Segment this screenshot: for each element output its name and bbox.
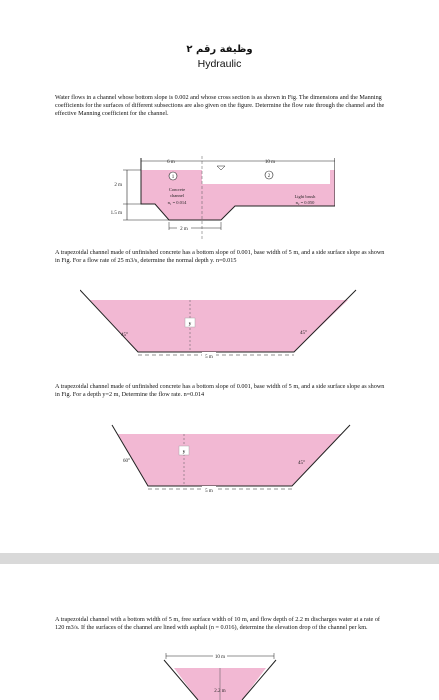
label-channel: channel	[170, 193, 184, 198]
assignment-title-arabic: وظيفة رقم ٢	[186, 44, 253, 55]
top-width-label: 10 m	[214, 655, 226, 660]
problem-3-text: A trapezoidal channel made of unfinished concrete has a bottom slope of 0.001, base width of 5 m, and a side surface slope as shown in Fig. For a depth y=2 m, Determine the flow rate. n=0.014	[55, 383, 385, 399]
dim-6m: 6 m	[167, 160, 175, 165]
depth-label: 2.2 m	[214, 689, 226, 694]
problem-2-text: A trapezoidal channel made of unfinished concrete has a bottom slope of 0.001, base width of 5 m, and a side surface slope as shown in Fig. For a flow rate of 25 m3/s, determine the normal depth y. n=0.015	[55, 249, 385, 265]
svg-text:2: 2	[267, 174, 271, 179]
base-width-label: 5 m	[205, 355, 213, 360]
depth-label: y	[188, 322, 192, 327]
dim-10m: 10 m	[264, 160, 276, 165]
water-surface-icon	[217, 166, 225, 170]
dim-2m-side: 2 m	[114, 183, 122, 188]
subject-title: Hydraulic	[197, 58, 242, 70]
trapezoid-figure-2	[80, 282, 370, 362]
problem-1-text: Water flows in a channel whose bottom slope is 0.002 and whose cross section is as shown in Fig. The dimensions and the Manning coefficients for the surfaces of different subsections are also given on the figure. Determine the flow rate through the channel and the effective Manning coefficient for the channel.	[55, 94, 385, 118]
document-page-2	[0, 564, 439, 700]
problem-4-text: A trapezoidal channel with a bottom width of 5 m, free surface width of 10 m, and flow depth of 2.2 m discharges water at a rate of 120 m3/s. If the surfaces of the channel are lined with asphalt (n = 0.016), determine the elevation drop of the channel per km.	[55, 616, 380, 632]
base-width-label: 5 m	[205, 489, 213, 494]
trapezoid-figure-4	[150, 652, 290, 700]
water-area	[118, 434, 342, 486]
angle-left-label: 45°	[121, 333, 128, 338]
trapezoid-figure-3	[80, 420, 370, 505]
water-area	[90, 300, 348, 352]
label-concrete: Concrete	[168, 187, 186, 192]
svg-text:1: 1	[171, 175, 175, 180]
label-n1: n₁ = 0.014	[167, 200, 187, 205]
dim-1-5m-side: 1.5 m	[110, 211, 122, 216]
dim-2m-bottom: 2 m	[180, 227, 188, 232]
angle-right-label: 45°	[300, 331, 307, 336]
angle-left-label: 60°	[123, 459, 130, 464]
depth-label: y	[182, 450, 186, 455]
compound-channel-figure	[105, 148, 335, 240]
label-n2: n₂ = 0.050	[295, 200, 315, 205]
label-light-brush: Light brush	[294, 194, 316, 199]
angle-right-label: 45°	[298, 461, 305, 466]
